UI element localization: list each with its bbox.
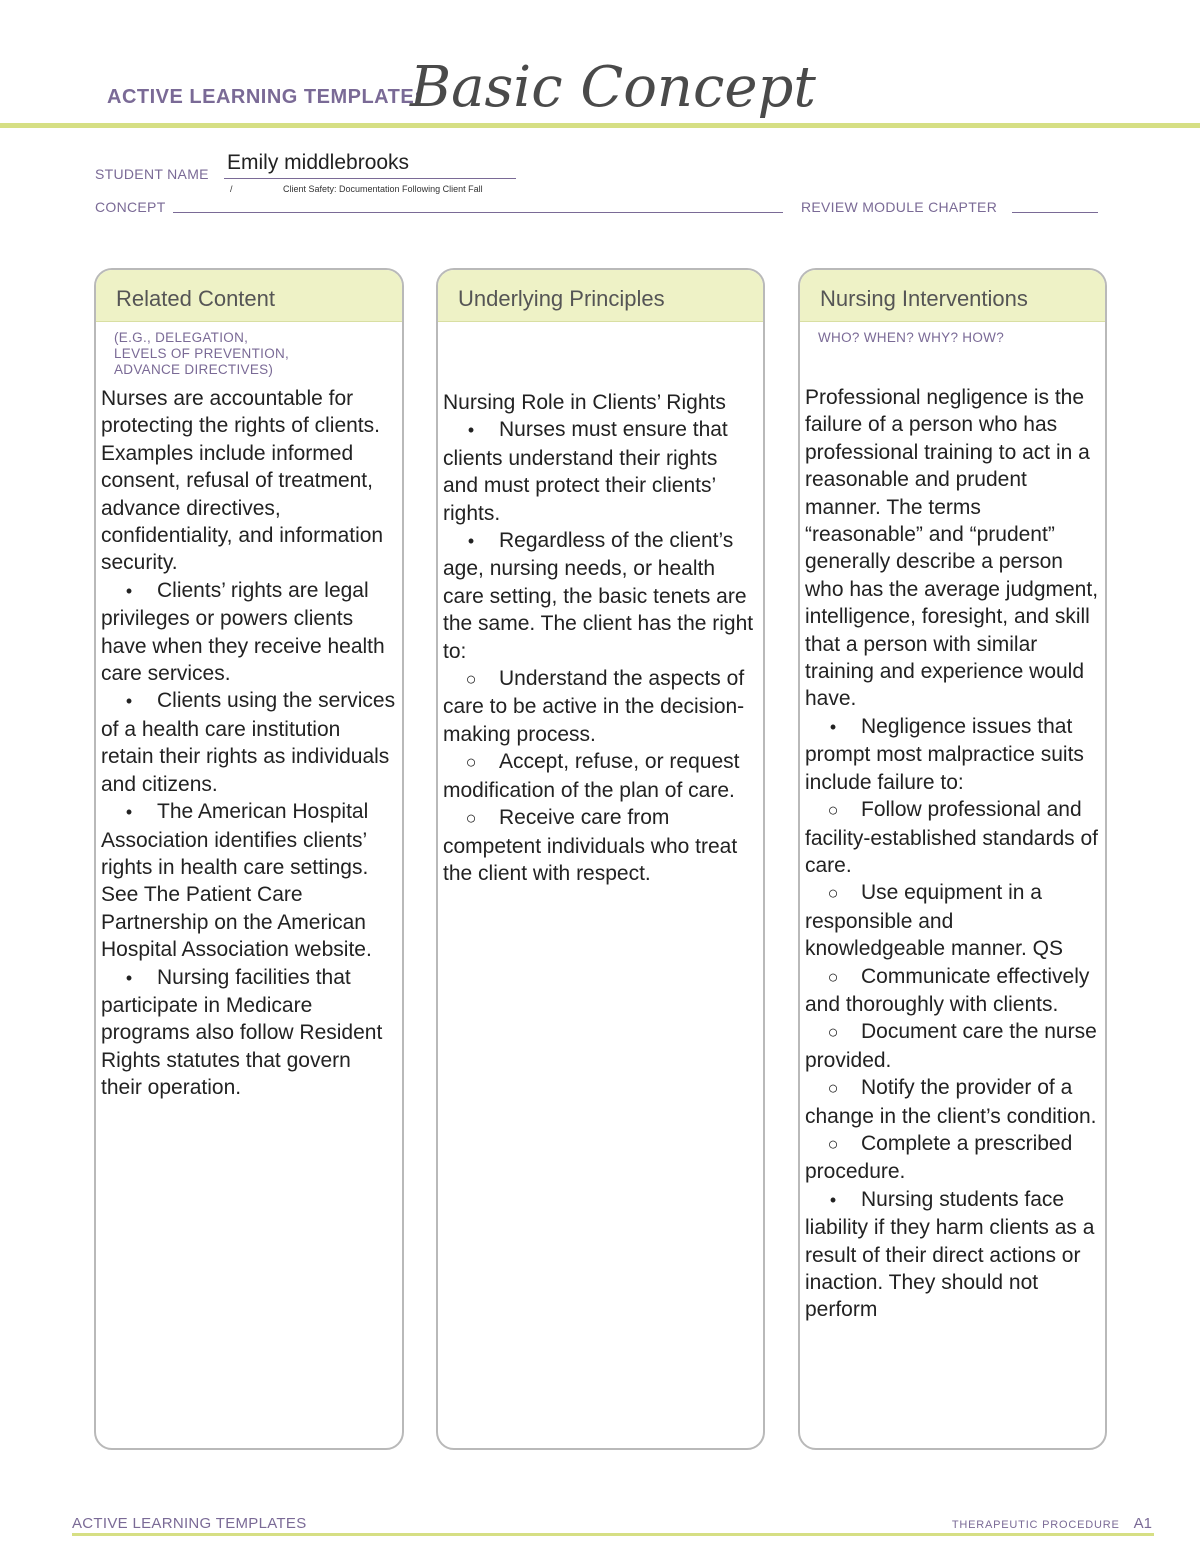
- bullet-icon: •: [467, 420, 475, 441]
- student-name-label: STUDENT NAME: [95, 166, 209, 182]
- footer-divider: [72, 1533, 1154, 1536]
- bullet-icon: •: [125, 580, 133, 601]
- review-module-label: REVIEW MODULE CHAPTER: [801, 199, 998, 215]
- sub-list-item: ○ Use equipment in a responsible and knowledgeable manner. QS: [805, 881, 1063, 961]
- underlying-principles-title: Underlying Principles: [438, 270, 763, 322]
- bullet-icon: •: [467, 531, 475, 552]
- template-title: Basic Concept: [410, 55, 816, 120]
- concept-line: [173, 212, 783, 213]
- underlying-principles-panel: [436, 268, 765, 1450]
- bullet-icon: •: [125, 802, 133, 823]
- list-item: • Clients’ rights are legal privileges or powers clients have when they receive health care services.: [101, 578, 385, 686]
- sub-list-item: ○ Receive care from competent individuals who treat the client with respect.: [443, 806, 738, 885]
- sub-list-item: ○ Complete a prescribed procedure.: [805, 1131, 1073, 1184]
- circle-bullet-icon: ○: [827, 966, 839, 987]
- sub-list-item: ○ Notify the provider of a change in the client’s condition.: [805, 1076, 1097, 1128]
- circle-bullet-icon: ○: [827, 800, 839, 821]
- circle-bullet-icon: ○: [827, 1022, 839, 1043]
- sub-list-item: ○ Communicate effectively and thoroughly with clients.: [805, 964, 1090, 1016]
- list-item: • Clients using the services of a health care institution retain their rights as individuals and citizens.: [101, 689, 396, 796]
- review-module-line[interactable]: [1012, 212, 1098, 213]
- sub-list-item: ○ Accept, refuse, or request modification of the plan of care.: [443, 750, 740, 802]
- principles-intro: Nursing Role in Clients’ Rights: [443, 391, 726, 414]
- student-name-line: [224, 178, 516, 179]
- circle-bullet-icon: ○: [465, 669, 477, 690]
- nursing-interventions-panel: [798, 268, 1107, 1450]
- sub-list-item: ○ Understand the aspects of care to be active in the decision-making process.: [443, 667, 745, 746]
- circle-bullet-icon: ○: [465, 808, 477, 829]
- student-name-value[interactable]: Emily middlebrooks: [227, 151, 410, 174]
- footer-right-label: THERAPEUTIC PROCEDURE A1: [951, 1515, 1152, 1532]
- header-divider: [0, 123, 1200, 128]
- list-item: • Negligence issues that prompt most malpractice suits include failure to:: [805, 714, 1084, 794]
- list-item: • The American Hospital Association identifies clients’ rights in health care settings. See The Patient Care Partnership on the American Hospital Association website.: [101, 800, 372, 962]
- circle-bullet-icon: ○: [827, 883, 839, 904]
- bullet-icon: •: [125, 967, 133, 988]
- underlying-principles-body[interactable]: [438, 322, 763, 887]
- footer-left-label: ACTIVE LEARNING TEMPLATES: [72, 1515, 307, 1532]
- template-label: ACTIVE LEARNING TEMPLATE:: [107, 86, 422, 108]
- related-intro: Nurses are accountable for protecting the rights of clients. Examples include informed consent, refusal of treatment, advance directives, confidentiality, and information security.: [101, 387, 384, 575]
- list-item: • Nursing students face liability if they harm clients as a result of their direct actions or inaction. They should not perform: [805, 1187, 1095, 1322]
- concept-value[interactable]: Client Safety: Documentation Following Client Fall: [283, 184, 483, 194]
- list-item: • Nursing facilities that participate in Medicare programs also follow Resident Rights statutes that govern their operation.: [101, 965, 383, 1100]
- related-content-title: Related Content: [96, 270, 402, 322]
- list-item: • Nurses must ensure that clients understand their rights and must protect their clients’ rights.: [443, 418, 728, 525]
- circle-bullet-icon: ○: [465, 752, 477, 773]
- bullet-icon: •: [829, 1189, 837, 1210]
- related-content-subtitle: (E.G., DELEGATION, LEVELS OF PREVENTION, ADVANCE DIRECTIVES): [114, 330, 290, 377]
- concept-label: CONCEPT: [95, 199, 166, 215]
- bullet-icon: •: [829, 716, 837, 737]
- list-item: • Regardless of the client’s age, nursing needs, or health care setting, the basic tenets are the same. The client has the right to:: [443, 529, 754, 663]
- related-content-panel: [94, 268, 404, 1450]
- sub-list-item: ○ Follow professional and facility-established standards of care.: [805, 798, 1098, 877]
- bullet-icon: •: [125, 691, 133, 712]
- nursing-interventions-subtitle: WHO? WHEN? WHY? HOW?: [818, 330, 1005, 345]
- circle-bullet-icon: ○: [827, 1133, 839, 1154]
- sub-list-item: ○ Document care the nurse provided.: [805, 1020, 1097, 1072]
- nursing-interventions-title: Nursing Interventions: [800, 270, 1105, 322]
- concept-mark: /: [230, 184, 233, 194]
- related-content-body[interactable]: [96, 378, 402, 1102]
- circle-bullet-icon: ○: [827, 1078, 839, 1099]
- interventions-intro: Professional negligence is the failure of a person who has professional training to act in a reasonable and prudent manner. The terms “reasonable” and “prudent” generally describe a person who has the average judgment, intelligence, foresight, and skill that a person with similar training and experience would have.: [805, 386, 1099, 711]
- footer-page-code: A1: [1133, 1515, 1152, 1532]
- nursing-interventions-body[interactable]: [800, 346, 1105, 1324]
